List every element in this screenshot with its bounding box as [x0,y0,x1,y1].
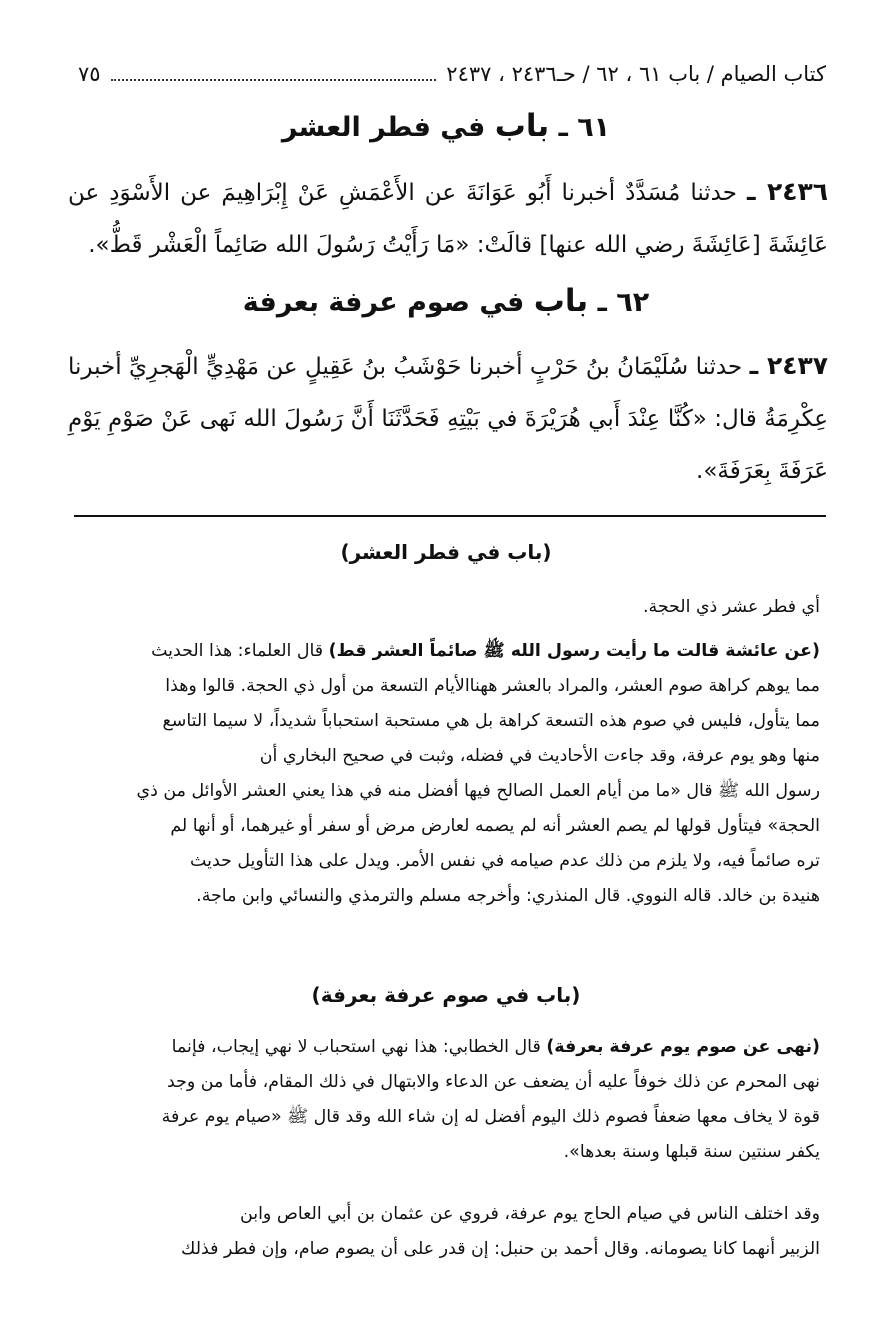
hadith-2437 [68,340,828,497]
hadith-2436-number: ٢٤٣٦ ـ [747,177,829,206]
commentary-line: وقد اختلف الناس في صيام الحاج يوم عرفة، فروي عن عثمان بن أبي العاص وابن [240,1204,820,1224]
chapter-61-number: ٦١ ـ [558,112,611,143]
commentary-line: الزبير أنهما كانا يصومانه. وقال أحمد بن حنبل: إن قدر على أن يصوم صام، وإن فطر فذلك [181,1239,820,1259]
commentary-line: رسول الله ﷺ قال «ما من أيام العمل الصالح فيها أفضل منه في هذا يعني العشر الأوائل من ذي [136,781,820,801]
hadith-2437-number: ٢٤٣٧ ـ [749,351,829,380]
hadith-2437-text: حدثنا سُلَيْمَانُ بنُ حَرْبٍ أخبرنا حَوْشَبُ بنُ عَقِيلٍ عن مَهْدِيٍّ الْهَجرِيِّ أخبرنا عِكْرِمَةُ قال: «كُنَّا عِنْدَ أَبي هُرَيْرَةَ في بَيْتِهِ فَحَدَّثَنَا أَنَّ رَسُولَ الله نَهى عَنْ صَوْمِ يَوْمِ عَرَفَةَ بِعَرَفَةَ». [68,354,828,484]
quoted-matn: (عن عائشة قالت ما رأيت رسول الله ﷺ صائماً العشر قط) [328,641,820,661]
hadith-2436 [68,166,828,271]
chapter-62-bab: باب [533,283,589,319]
header-leader-dots [111,67,437,81]
commentary-2-continuation [72,1197,820,1267]
commentary-line: قوة لا يخاف معها ضعفاً فصوم ذلك اليوم أفضل له إن شاء الله وقد قال ﷺ «صيام يوم عرفة [161,1107,820,1127]
chapter-61-heading [70,108,822,144]
chapter-62-heading [70,283,822,319]
commentary-line: منها وهو يوم عرفة، وقد جاءت الأحاديث في فضله، وثبت في صحيح البخاري أن [259,746,820,766]
commentary-2-body [72,1030,820,1170]
commentary-line: نهى المحرم عن ذلك خوفاً عليه أن يضعف عن الدعاء والابتهال في ذلك المقام، فأما من وجد [167,1072,820,1092]
page-number: ٧٥ [78,62,101,86]
quoted-matn: (نهى عن صوم يوم عرفة بعرفة) [546,1037,820,1057]
commentary-line: مما يتأول، فليس في صوم هذه التسعة كراهة بل هي مستحبة استحباباً شديداً، لا سيما التاسع [162,711,820,731]
commentary-line: (عن عائشة قالت ما رأيت رسول الله ﷺ صائماً العشر قط) قال العلماء: هذا الحديث [151,641,820,661]
chapter-61-bab: باب [494,108,550,144]
commentary-2-heading: (باب في صوم عرفة بعرفة) [311,983,581,1007]
running-header [78,56,826,92]
commentary-line: هنيدة بن خالد. قاله النووي. قال المنذري: وأخرجه مسلم والترمذي والنسائي وابن ماجة. [196,886,820,906]
chapter-62-title: في صوم عرفة بعرفة [242,287,525,318]
commentary-line: (نهى عن صوم يوم عرفة بعرفة) قال الخطابي: هذا نهي استحباب لا نهي إيجاب، فإنما [171,1037,820,1057]
commentary-line: يكفر سنتين سنة قبلها وسنة بعدها». [563,1142,820,1162]
chapter-62-number: ٦٢ ـ [597,287,650,318]
commentary-1-body [72,634,820,914]
commentary-line: مما يوهم كراهة صوم العشر، والمراد بالعشر ههناالأيام التسعة من أول ذي الحجة. قالوا وهذا [165,676,820,696]
section-divider [74,515,826,517]
hadith-2436-text: حدثنا مُسَدَّدٌ أخبرنا أَبُو عَوَانَةَ عن الأَعْمَشِ عَنْ إِبْرَاهِيمَ عن الأَسْوَدِ عن عَائِشَةَ [عَائِشَةَ رضي الله عنها] قالَتْ: «مَا رَأَيْتُ رَسُولَ الله صَائِماً الْعَشْر قَطُّ». [68,180,828,258]
chapter-61-title: في فطر العشر [281,112,486,143]
commentary-1-heading: (باب في فطر العشر) [340,540,552,564]
commentary-line: تره صائماً فيه، ولا يلزم من ذلك عدم صيامه في نفس الأمر. ويدل على هذا التأويل حديث [190,851,820,871]
commentary-1-intro: أي فطر عشر ذي الحجة. [642,597,820,617]
commentary-line: الحجة» فيتأول قولها لم يصم العشر أنه لم يصمه لعارض مرض أو سفر أو غيرهما، أو أنها لم [170,816,820,836]
header-title: كتاب الصيام / باب ٦١ ، ٦٢ / حـ٢٤٣٦ ، ٢٤٣٧ [446,62,826,86]
